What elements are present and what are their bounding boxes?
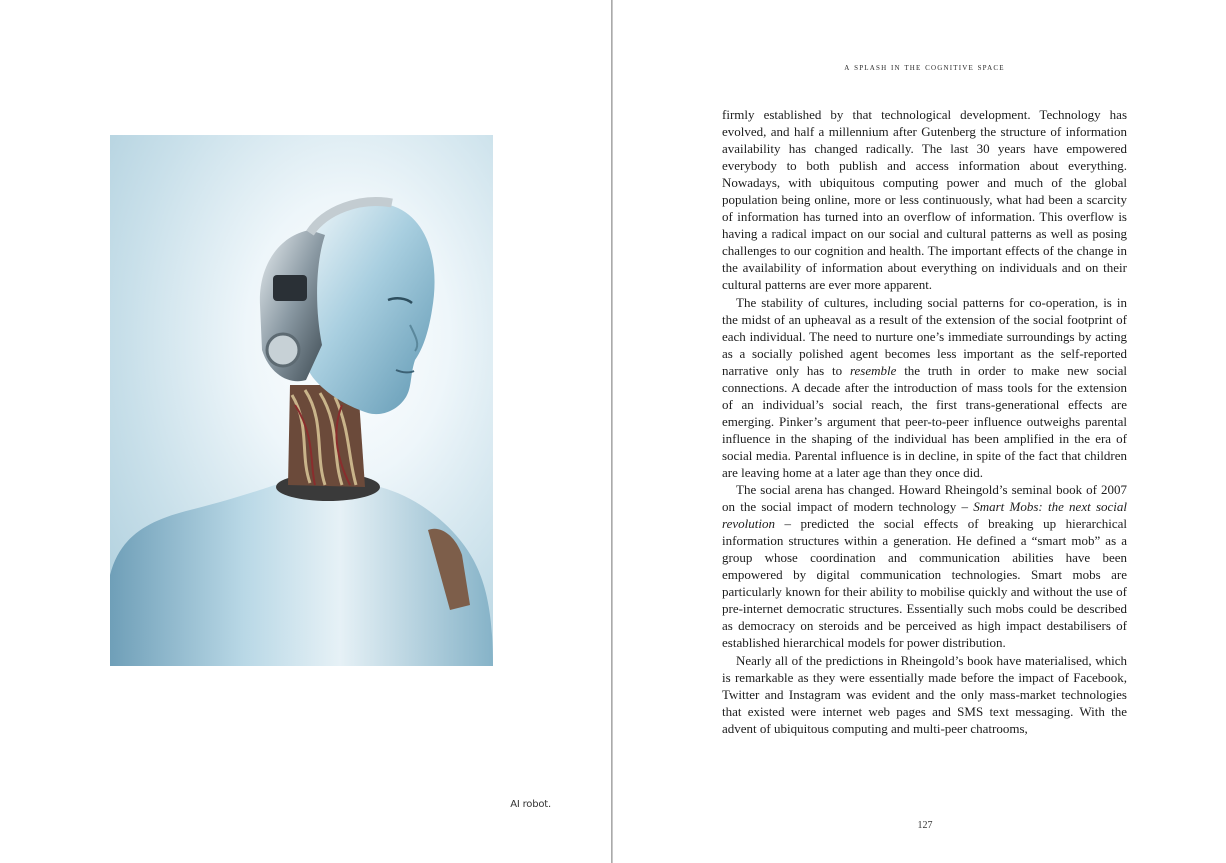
robot-portrait-illustration-icon <box>110 135 493 666</box>
right-page <box>613 0 1226 863</box>
paragraph-2-text-a: The stability of cultures, including social patterns for co-operation, is in the midst of an upheaval as a result of the extension of the social footprint of each individual. The need to nurture one’s immediate surroundings by acting as a socially polished agent becomes less important as the self-reported narrative only has to <box>722 294 1127 378</box>
figure-caption: AI robot. <box>510 799 551 810</box>
paragraph-3-text-a: The social arena has changed. Howard Rheingold’s seminal book of 2007 on the social impact of modern technology – <box>722 482 1127 515</box>
paragraph-3-text-b: – predicted the social effects of breaking up hierarchical information structures within a generation. He defined a “smart mob” as a group whose coordination and communication abilities have been empowered by digital communication technologies. Smart mobs are particularly known for their ability to mobilise quickly and without the use of pre-internet democratic structures. Essentially such mobs could be described as democracy on steroids and be perceived as high impact destabilisers of established hierarchical models for power distribution. <box>722 516 1127 651</box>
paragraph-3-book-title: Smart Mobs: the next social revolution <box>722 499 1127 532</box>
running-head: a splash in the cognitive space <box>844 63 1005 73</box>
paragraph-2-emphasis: resemble <box>849 362 897 378</box>
paragraph-3 <box>722 481 1127 651</box>
paragraph-4: Nearly all of the predictions in Rheingold’s book have materialised, which is remarkable as they were essentially made before the impact of Facebook, Twitter and Instagram was evident and the only mass-market technologies that existed were internet web pages and SMS text messaging. With the advent of ubiquitous computing and multi-peer chatrooms, <box>722 652 1127 736</box>
paragraph-2 <box>722 294 1127 482</box>
paragraph-1: firmly established by that technological development. Technology has evolved, and half a millennium after Gutenberg the structure of information availability has changed radically. The last 30 years have empowered everybody to both publish and access information about everything. Nowadays, with ubiquitous computing power and much of the global population being online, more or less continuously, what had been a scarcity of information has turned into an overflow of information. This overflow is having a radical impact on our social and cultural patterns as well as posing challenges to our cognition and health. The important effects of the change in the availability of information about everything on individuals and on their cultural patterns are ever more apparent. <box>722 107 1127 293</box>
paragraph-2-text-b: the truth in order to make new social connections. A decade after the introduction of mass tools for the extension of an individual’s social reach, the first trans-generational effects are emerging. Pinker’s argument that peer-to-peer influence outweighs parental influence in the shaping of the individual has been amplified in the era of social media. Parental influence is in decline, in spite of the fact that children are leaving home at a later age than they once did. <box>722 362 1127 480</box>
body-text <box>722 106 1127 737</box>
page-number: 127 <box>917 820 933 831</box>
left-page <box>0 0 611 863</box>
